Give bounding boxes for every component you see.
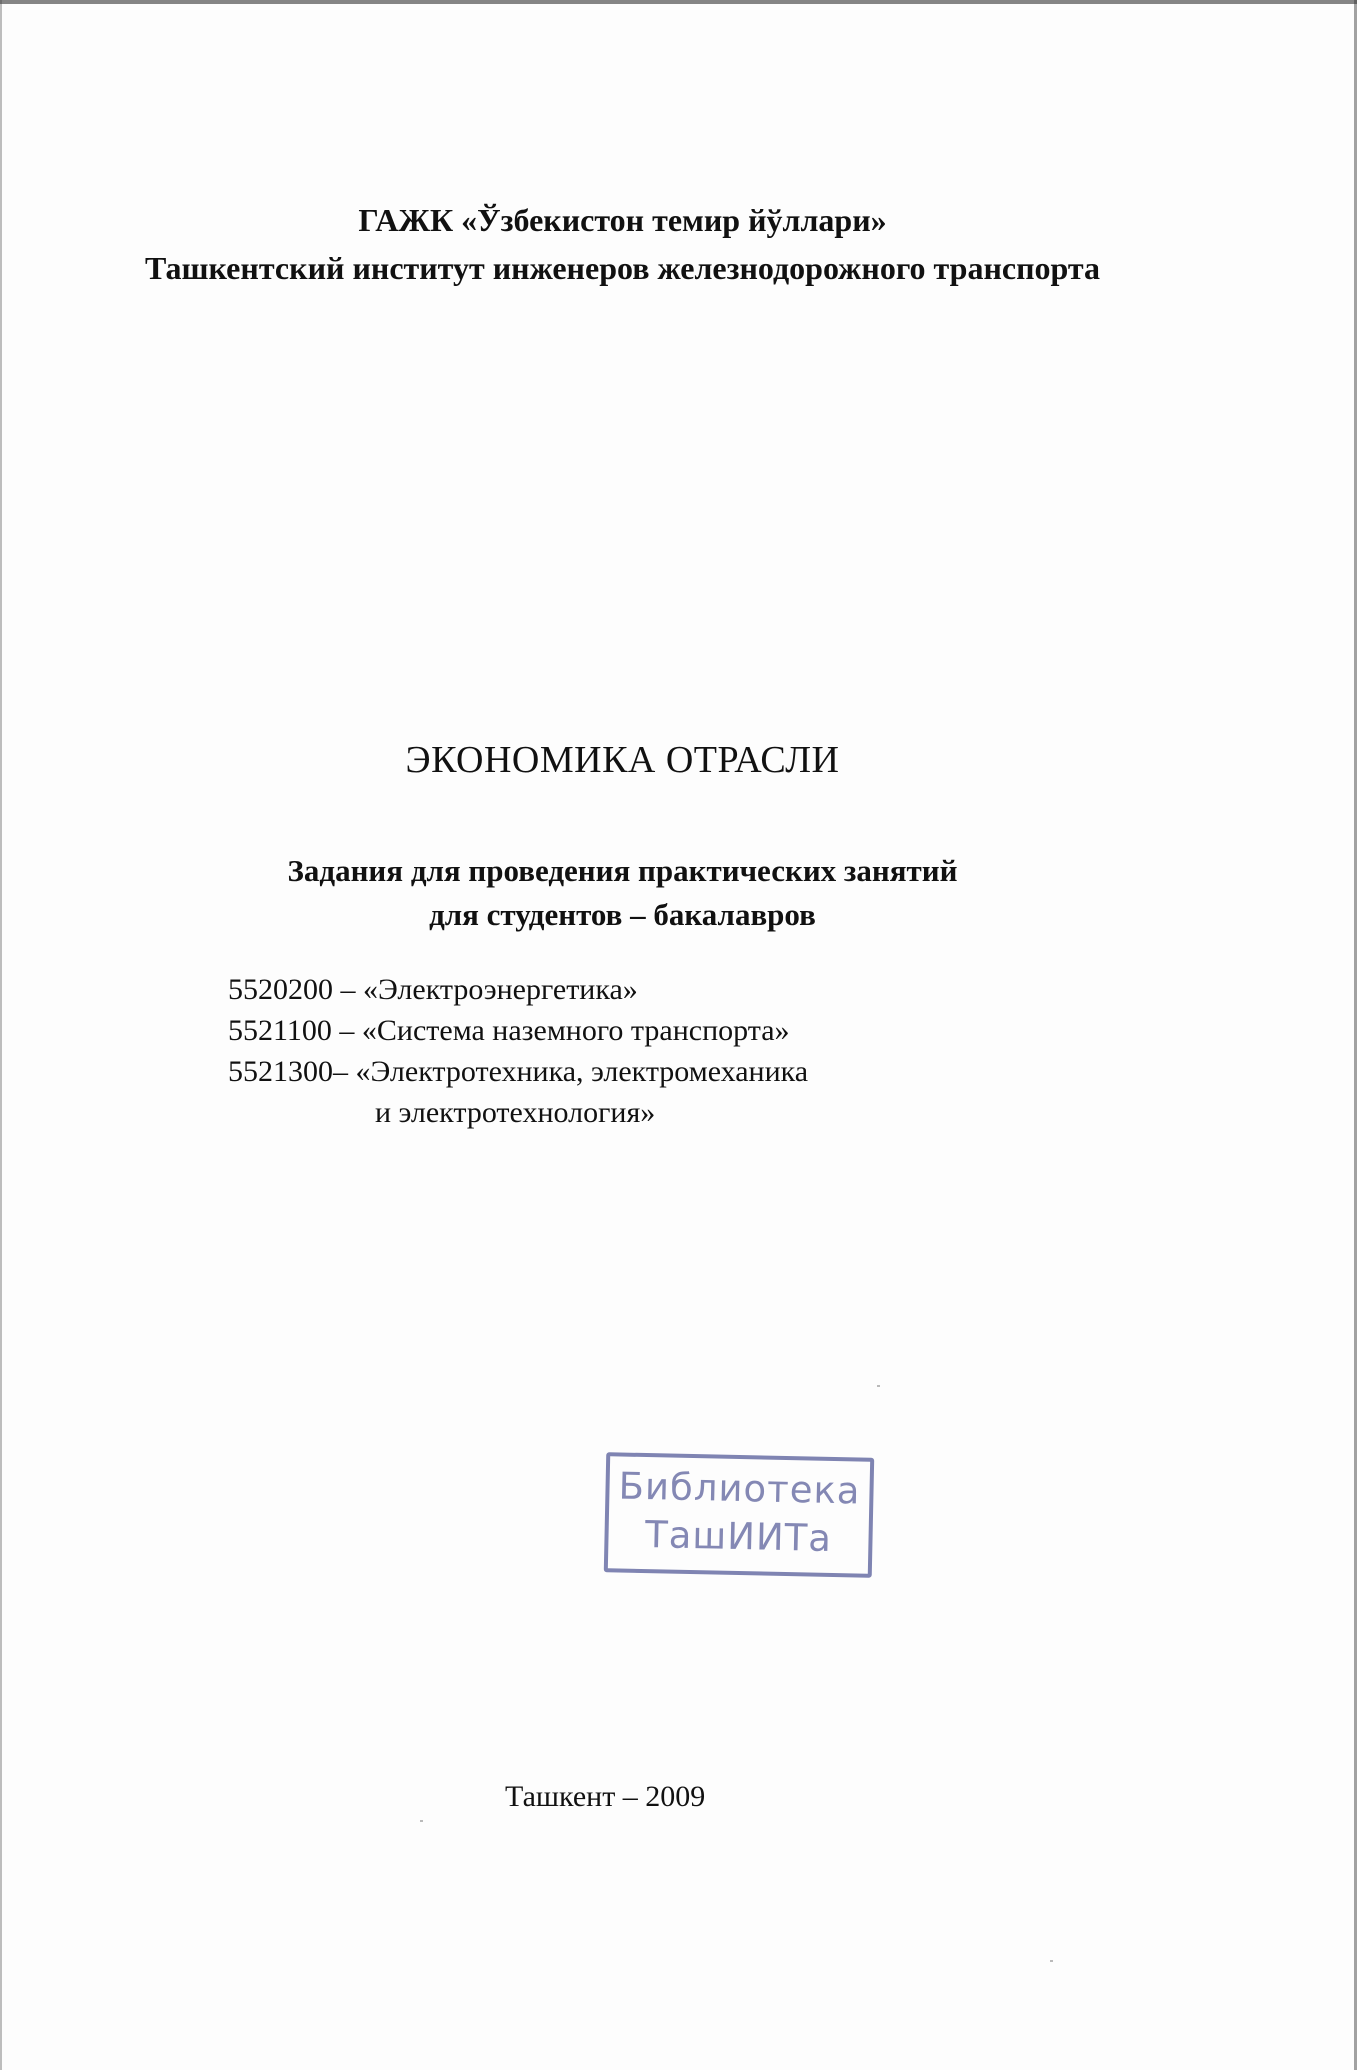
stamp-line-1: Библиотека — [618, 1464, 861, 1513]
subtitle-line-1: Задания для проведения практических занятий — [287, 853, 958, 888]
place-and-year: Ташкент – 2009 — [505, 1780, 706, 1813]
document-title: ЭКОНОМИКА ОТРАСЛИ — [405, 739, 840, 781]
library-stamp — [604, 1452, 874, 1578]
scan-speck — [877, 1385, 880, 1387]
organization-name: ГАЖК «Ўзбекистон темир йўллари» — [358, 202, 887, 238]
scan-speck — [1050, 1960, 1053, 1962]
specialty-line-continuation: и электротехнология» — [375, 1096, 656, 1129]
subtitle-line-2: для студентов – бакалавров — [429, 897, 816, 932]
stamp-line-2: ТашИИТа — [644, 1513, 833, 1560]
specialty-line: 5521300– «Электротехника, электромеханика — [228, 1055, 809, 1088]
institute-name: Ташкентский институт инженеров железнодорожного транспорта — [144, 250, 1101, 286]
scan-speck — [420, 1820, 423, 1822]
specialty-line: 5521100 – «Система наземного транспорта» — [228, 1014, 790, 1047]
scan-edge-top — [0, 0, 1357, 4]
specialty-line: 5520200 – «Электроэнергетика» — [228, 973, 638, 1006]
scan-edge-left — [0, 0, 2, 2070]
